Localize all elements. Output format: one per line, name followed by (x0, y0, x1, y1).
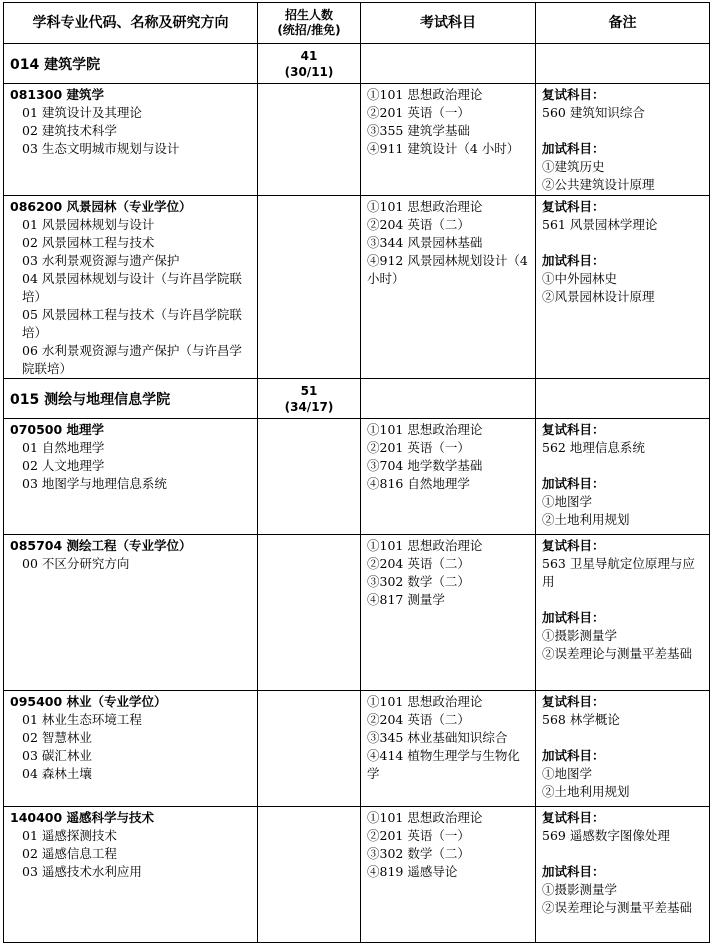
retest-subject: 569 遥感数字图像处理 (542, 828, 670, 843)
enrollment-cell (258, 419, 361, 535)
table-body (4, 44, 710, 943)
extra-subject: ②公共建筑设计原理 (542, 177, 655, 192)
spacer (542, 729, 705, 747)
exam-subject: ④816 自然地理学 (367, 476, 470, 491)
enrollment-cell (258, 691, 361, 807)
retest-label: 复试科目： (542, 199, 605, 214)
research-direction: 04 森林土壤 (22, 766, 92, 781)
notes-cell (536, 419, 710, 535)
extra-subject: ①地图学 (542, 494, 593, 509)
exam-subject: ②201 英语（一） (367, 828, 470, 843)
exam-subject: ②201 英语（一） (367, 440, 470, 455)
exam-subject: ④414 植物生理学与生物化学 (367, 748, 520, 781)
major-title: 070500 地理学 (10, 422, 105, 437)
retest-subject: 560 建筑知识综合 (542, 105, 645, 120)
retest-label: 复试科目： (542, 810, 605, 825)
major-row (4, 196, 710, 379)
spacer (542, 457, 705, 475)
major-title: 095400 林业（专业学位） (10, 694, 167, 709)
research-direction: 02 人文地理学 (22, 458, 105, 473)
research-direction: 05 风景园林工程与技术（与许昌学院联培） (22, 307, 242, 340)
enrollment-cell (258, 196, 361, 379)
retest-subject: 568 林学概论 (542, 712, 620, 727)
research-direction: 02 智慧林业 (22, 730, 92, 745)
exam-subject: ①101 思想政治理论 (367, 87, 483, 102)
header-major: 学科专业代码、名称及研究方向 (4, 3, 258, 44)
research-direction: 03 生态文明城市规划与设计 (22, 141, 180, 156)
college-name: 015 测绘与地理信息学院 (4, 379, 258, 419)
notes-cell (536, 84, 710, 196)
exam-subjects-cell (361, 419, 536, 535)
college-count: 41 (300, 48, 318, 63)
extra-label: 加试科目： (542, 748, 605, 763)
research-direction: 03 碳汇林业 (22, 748, 92, 763)
research-direction: 01 建筑设计及其理论 (22, 105, 142, 120)
exam-subject: ④912 风景园林规划设计（4 小时） (367, 253, 528, 286)
extra-subject: ①建筑历史 (542, 159, 605, 174)
major-cell (4, 196, 258, 379)
exam-subject: ④911 建筑设计（4 小时） (367, 141, 520, 156)
major-cell (4, 84, 258, 196)
notes-cell (536, 691, 710, 807)
major-row (4, 84, 710, 196)
extra-label: 加试科目： (542, 141, 605, 156)
extra-label: 加试科目： (542, 610, 605, 625)
major-title: 086200 风景园林（专业学位） (10, 199, 192, 214)
exam-subject: ①101 思想政治理论 (367, 538, 483, 553)
extra-label: 加试科目： (542, 864, 605, 879)
header-exams: 考试科目 (361, 3, 536, 44)
empty-cell (536, 44, 710, 84)
college-count: 51 (300, 383, 318, 398)
major-cell (4, 419, 258, 535)
exam-subject: ②204 英语（二） (367, 217, 470, 232)
enrollment-cell (258, 535, 361, 691)
college-row (4, 44, 710, 84)
header-row (4, 3, 710, 44)
college-enrollment (258, 379, 361, 419)
exam-subjects-cell (361, 196, 536, 379)
extra-subject: ①摄影测量学 (542, 628, 618, 643)
research-direction: 03 遥感技术水利应用 (22, 864, 142, 879)
exam-subject: ②204 英语（二） (367, 712, 470, 727)
admissions-table (3, 2, 710, 943)
research-direction: 02 风景园林工程与技术 (22, 235, 155, 250)
extra-subject: ②风景园林设计原理 (542, 289, 655, 304)
empty-cell (361, 379, 536, 419)
research-direction: 04 风景园林规划与设计（与许昌学院联培） (22, 271, 242, 304)
notes-cell (536, 535, 710, 691)
major-cell (4, 535, 258, 691)
major-row (4, 535, 710, 691)
college-enrollment (258, 44, 361, 84)
college-split: (30/11) (284, 64, 334, 79)
spacer (542, 845, 705, 863)
major-title: 081300 建筑学 (10, 87, 105, 102)
header-enrollment (258, 3, 361, 44)
research-direction: 01 林业生态环境工程 (22, 712, 142, 727)
research-direction: 01 风景园林规划与设计 (22, 217, 155, 232)
spacer (542, 591, 705, 609)
exam-subject: ②201 英语（一） (367, 105, 470, 120)
exam-subject: ④819 遥感导论 (367, 864, 458, 879)
retest-subject: 563 卫星导航定位原理与应用 (542, 556, 695, 589)
exam-subject: ①101 思想政治理论 (367, 422, 483, 437)
major-title: 085704 测绘工程（专业学位） (10, 538, 192, 553)
major-cell (4, 691, 258, 807)
exam-subject: ③704 地学数学基础 (367, 458, 483, 473)
exam-subject: ③302 数学（二） (367, 846, 470, 861)
extra-label: 加试科目： (542, 476, 605, 491)
exam-subject: ③345 林业基础知识综合 (367, 730, 508, 745)
empty-cell (536, 379, 710, 419)
extra-subject: ①摄影测量学 (542, 882, 618, 897)
college-split: (34/17) (284, 399, 334, 414)
header-enrollment-line1: 招生人数 (284, 8, 333, 22)
extra-subject: ②误差理论与测量平差基础 (542, 900, 693, 915)
notes-cell (536, 807, 710, 943)
exam-subject: ③302 数学（二） (367, 574, 470, 589)
exam-subject: ④817 测量学 (367, 592, 445, 607)
major-row (4, 419, 710, 535)
college-name: 014 建筑学院 (4, 44, 258, 84)
retest-subject: 561 风景园林学理论 (542, 217, 658, 232)
enrollment-cell (258, 84, 361, 196)
extra-subject: ②土地利用规划 (542, 512, 630, 527)
retest-label: 复试科目： (542, 538, 605, 553)
college-row (4, 379, 710, 419)
enrollment-cell (258, 807, 361, 943)
extra-label: 加试科目： (542, 253, 605, 268)
research-direction: 02 遥感信息工程 (22, 846, 117, 861)
research-direction: 01 自然地理学 (22, 440, 105, 455)
major-row (4, 691, 710, 807)
exam-subjects-cell (361, 807, 536, 943)
major-title: 140400 遥感科学与技术 (10, 810, 155, 825)
exam-subject: ①101 思想政治理论 (367, 810, 483, 825)
major-row (4, 807, 710, 943)
extra-subject: ①地图学 (542, 766, 593, 781)
retest-label: 复试科目： (542, 87, 605, 102)
research-direction: 00 不区分研究方向 (22, 556, 130, 571)
exam-subjects-cell (361, 535, 536, 691)
empty-cell (361, 44, 536, 84)
research-direction: 03 水利景观资源与遗产保护 (22, 253, 180, 268)
extra-subject: ②误差理论与测量平差基础 (542, 646, 693, 661)
notes-cell (536, 196, 710, 379)
research-direction: 01 遥感探测技术 (22, 828, 117, 843)
research-direction: 06 水利景观资源与遗产保护（与许昌学院联培） (22, 343, 242, 376)
exam-subject: ①101 思想政治理论 (367, 199, 483, 214)
exam-subject: ③355 建筑学基础 (367, 123, 470, 138)
extra-subject: ②土地利用规划 (542, 784, 630, 799)
exam-subject: ②204 英语（二） (367, 556, 470, 571)
spacer (542, 122, 705, 140)
exam-subject: ①101 思想政治理论 (367, 694, 483, 709)
header-enrollment-line2: (统招/推免) (277, 23, 341, 37)
research-direction: 03 地图学与地理信息系统 (22, 476, 167, 491)
extra-subject: ①中外园林史 (542, 271, 618, 286)
retest-label: 复试科目： (542, 694, 605, 709)
retest-label: 复试科目： (542, 422, 605, 437)
exam-subject: ③344 风景园林基础 (367, 235, 483, 250)
header-notes: 备注 (536, 3, 710, 44)
major-cell (4, 807, 258, 943)
research-direction: 02 建筑技术科学 (22, 123, 117, 138)
exam-subjects-cell (361, 84, 536, 196)
exam-subjects-cell (361, 691, 536, 807)
spacer (542, 234, 705, 252)
retest-subject: 562 地理信息系统 (542, 440, 645, 455)
